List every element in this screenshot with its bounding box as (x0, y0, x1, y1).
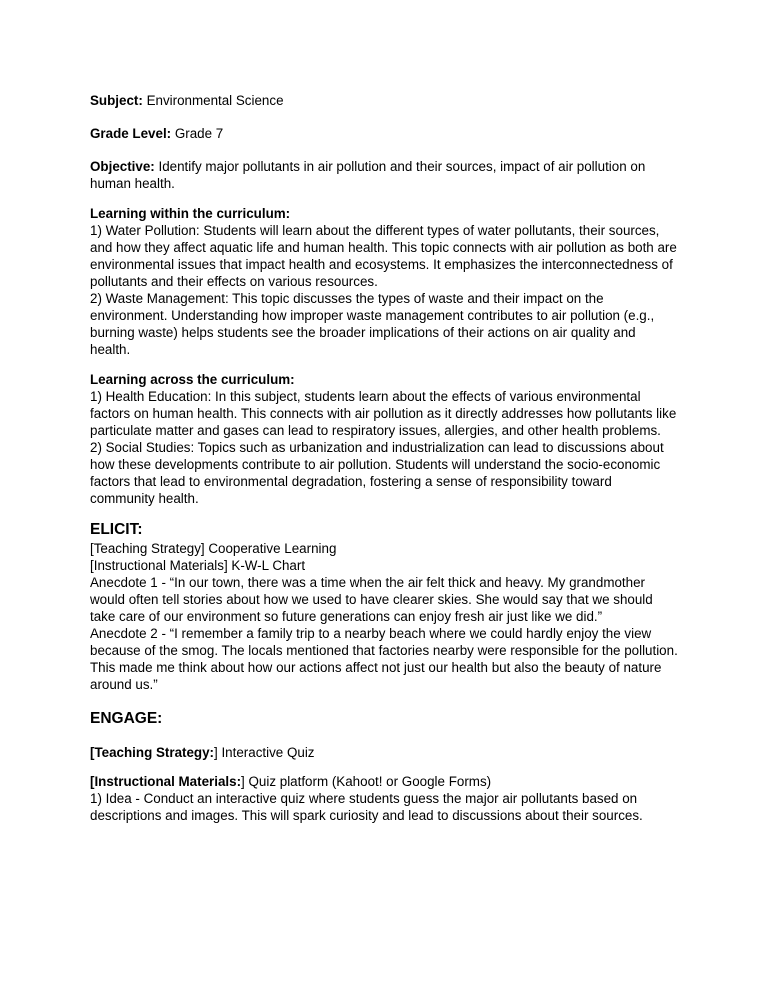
grade-level-value: Grade 7 (174, 126, 224, 141)
engage-materials-value: ] Quiz platform (Kahoot! or Google Forms) (241, 774, 492, 789)
objective-line (90, 158, 678, 192)
grade-level-line (90, 125, 678, 142)
engage-strategy-value: ] Interactive Quiz (214, 745, 315, 760)
engage-idea: 1) Idea - Conduct an interactive quiz where students guess the major air pollutants based on descriptions and images. This will spark curiosity and lead to discussions about their sources. (90, 791, 643, 823)
section-heading: Learning across the curriculum: (90, 372, 295, 387)
elicit-anecdote-1: Anecdote 1 - “In our town, there was a time when the air felt thick and heavy. My grandmother would often tell stories about how we used to have clearer skies. She would say that we should take care of our environment so future generations can enjoy fresh air just like we did.” (90, 575, 653, 624)
subject-label: Subject: (90, 93, 143, 108)
section-item: 2) Waste Management: This topic discusses the types of waste and their impact on the environment. Understanding how improper waste management contributes to air pollution (e.g., burning waste) helps students see the broader implications of their actions on air quality and health. (90, 291, 655, 357)
section-heading: Learning within the curriculum: (90, 206, 291, 221)
elicit-anecdote-2: Anecdote 2 - “I remember a family trip to a nearby beach where we could hardly enjoy the view because of the smog. The locals mentioned that factories nearby were responsible for the pollution. This made me think about how our actions affect not just our health but also the beauty of nature around us.” (90, 626, 678, 692)
engage-heading: ENGAGE: (90, 710, 163, 727)
elicit-teaching-strategy: [Teaching Strategy] Cooperative Learning (90, 541, 337, 556)
engage-materials-label: [Instructional Materials: (90, 774, 242, 789)
section-learning-within (90, 205, 678, 358)
section-learning-across (90, 371, 678, 507)
engage-strategy-label: [Teaching Strategy: (90, 745, 215, 760)
engage-materials-block (90, 773, 678, 824)
lesson-plan-body (90, 92, 678, 837)
elicit-instructional-materials: [Instructional Materials] K-W-L Chart (90, 558, 306, 573)
grade-level-label: Grade Level: (90, 126, 172, 141)
objective-label: Objective: (90, 159, 155, 174)
section-item: 1) Water Pollution: Students will learn about the different types of water pollutants, their sources, and how they affect aquatic life and human health. This topic connects with air pollution as both are environmental issues that impact health and ecosystems. It emphasizes the interconnectedness of pollutants and their effects on various resources. (90, 223, 677, 289)
section-item: 1) Health Education: In this subject, students learn about the effects of various environmental factors on human health. This connects with air pollution as it directly addresses how pollutants like particulate matter and gases can lead to respiratory issues, allergies, and other health problems. (90, 389, 677, 438)
section-elicit (90, 520, 678, 693)
subject-value: Environmental Science (146, 93, 284, 108)
elicit-heading: ELICIT: (90, 521, 143, 538)
objective-value: Identify major pollutants in air pollution and their sources, impact of air pollution on human health. (90, 159, 646, 191)
engage-teaching-strategy-line (90, 744, 678, 761)
section-item: 2) Social Studies: Topics such as urbanization and industrialization can lead to discussions about how these developments contribute to air pollution. Students will understand the socio-economic factors that lead to environmental degradation, fostering a sense of responsibility toward community health. (90, 440, 664, 506)
subject-line (90, 92, 678, 109)
engage-materials-line (90, 773, 678, 790)
